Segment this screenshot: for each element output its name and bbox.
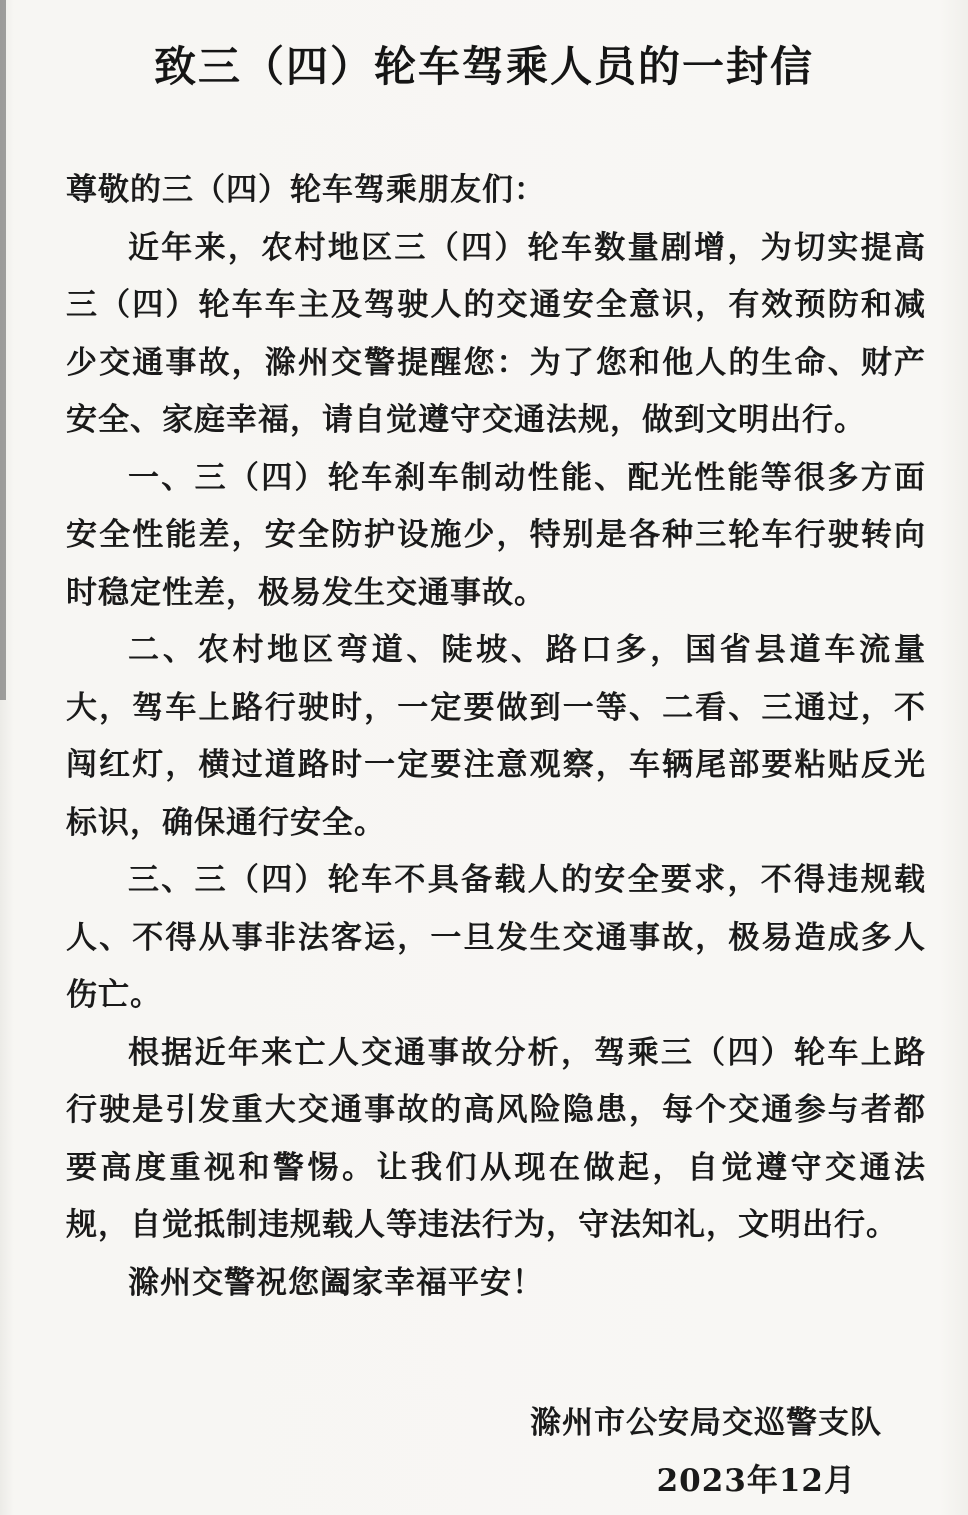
scan-edge-shadow: [0, 0, 6, 700]
signature-date: 2023年12月: [656, 1463, 856, 1499]
signature-block: [530, 1394, 882, 1510]
signature-organization: 滁州市公安局交巡警支队: [530, 1405, 882, 1441]
letter-greeting: 尊敬的三（四）轮车驾乘朋友们：: [66, 172, 546, 208]
paragraph-conclusion: 根据近年来亡人交通事故分析，驾乘三（四）轮车上路行驶是引发重大交通事故的高风险隐患，每个交通参与者都要高度重视和警惕。让我们从现在做起，自觉遵守交通法规，自觉抵制违规载人等违法行为，守法知礼，文明出行。: [66, 1034, 926, 1243]
letter-body: [66, 162, 926, 1312]
paragraph-intro: 近年来，农村地区三（四）轮车数量剧增，为切实提高三（四）轮车车主及驾驶人的交通安全意识，有效预防和减少交通事故，滁州交警提醒您：为了您和他人的生命、财产安全、家庭幸福，请自觉遵守交通法规，做到文明出行。: [66, 229, 926, 438]
letter-title: 致三（四）轮车驾乘人员的一封信: [153, 42, 814, 91]
paragraph-point-one: 一、三（四）轮车刹车制动性能、配光性能等很多方面安全性能差，安全防护设施少，特别是各种三轮车行驶转向时稳定性差，极易发生交通事故。: [66, 459, 926, 611]
paragraph-blessing: 滁州交警祝您阖家幸福平安！: [128, 1264, 544, 1301]
paragraph-point-two: 二、农村地区弯道、陡坡、路口多，国省县道车流量大，驾车上路行驶时，一定要做到一等、二看、三通过，不闯红灯，横过道路时一定要注意观察，车辆尾部要粘贴反光标识，确保通行安全。: [66, 632, 926, 841]
paragraph-point-three: 三、三（四）轮车不具备载人的安全要求，不得违规载人、不得从事非法客运，一旦发生交通事故，极易造成多人伤亡。: [66, 862, 926, 1013]
